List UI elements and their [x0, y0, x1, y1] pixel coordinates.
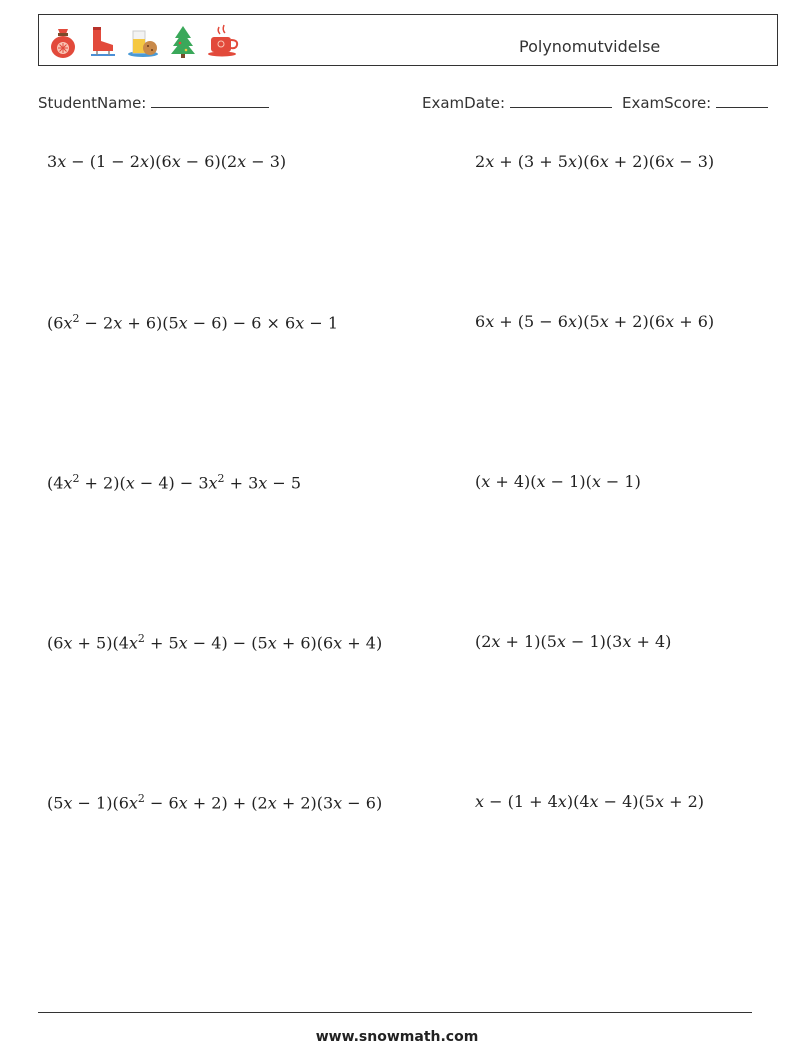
student-name-label: StudentName: [38, 94, 147, 112]
header-icons [45, 21, 241, 61]
problem-4: 6x + (5 − 6x)(5x + 2)(6x + 6) [475, 312, 715, 331]
problem-2: 2x + (3 + 5x)(6x + 2)(6x − 3) [475, 152, 715, 171]
christmas-tree-icon [165, 21, 201, 61]
student-name-field [38, 93, 269, 112]
exam-score-blank[interactable] [716, 93, 768, 108]
problem-3: $(6x^2 - 2x + 6)(5x - 6) - 6 \times 6x - 1$ [47, 312, 339, 333]
exam-date-blank[interactable] [510, 93, 612, 108]
exam-date-label: ExamDate: [422, 94, 506, 112]
santa-sack-icon [45, 21, 81, 61]
exam-date-field [422, 93, 612, 112]
ice-skate-icon [85, 21, 121, 61]
problem-5: $(4x^2 + 2)(x - 4) - 3x^2 + 3x - 5$ [47, 472, 302, 493]
hot-cocoa-mug-icon [205, 21, 241, 61]
exam-score-label: ExamScore: [622, 94, 712, 112]
problem-6: (x + 4)(x − 1)(x − 1) [475, 472, 641, 491]
worksheet-header [38, 14, 778, 66]
milk-and-cookie-icon [125, 21, 161, 61]
student-name-blank[interactable] [151, 93, 269, 108]
exam-score-field [622, 93, 768, 112]
problem-10: x − (1 + 4x)(4x − 4)(5x + 2) [475, 792, 704, 811]
problem-8: (2x + 1)(5x − 1)(3x + 4) [475, 632, 672, 651]
problem-1: 3x − (1 − 2x)(6x − 6)(2x − 3) [47, 152, 287, 171]
problem-9: $(5x - 1)(6x^2 - 6x + 2) + (2x + 2)(3x - 6)$ [47, 792, 383, 813]
problem-7: $(6x + 5)(4x^2 + 5x - 4) - (5x + 6)(6x + 4)$ [47, 632, 383, 653]
worksheet-title: Polynomutvidelse [519, 37, 661, 56]
footer-divider [38, 1012, 752, 1013]
footer-website: www.snowmath.com [315, 1029, 479, 1045]
